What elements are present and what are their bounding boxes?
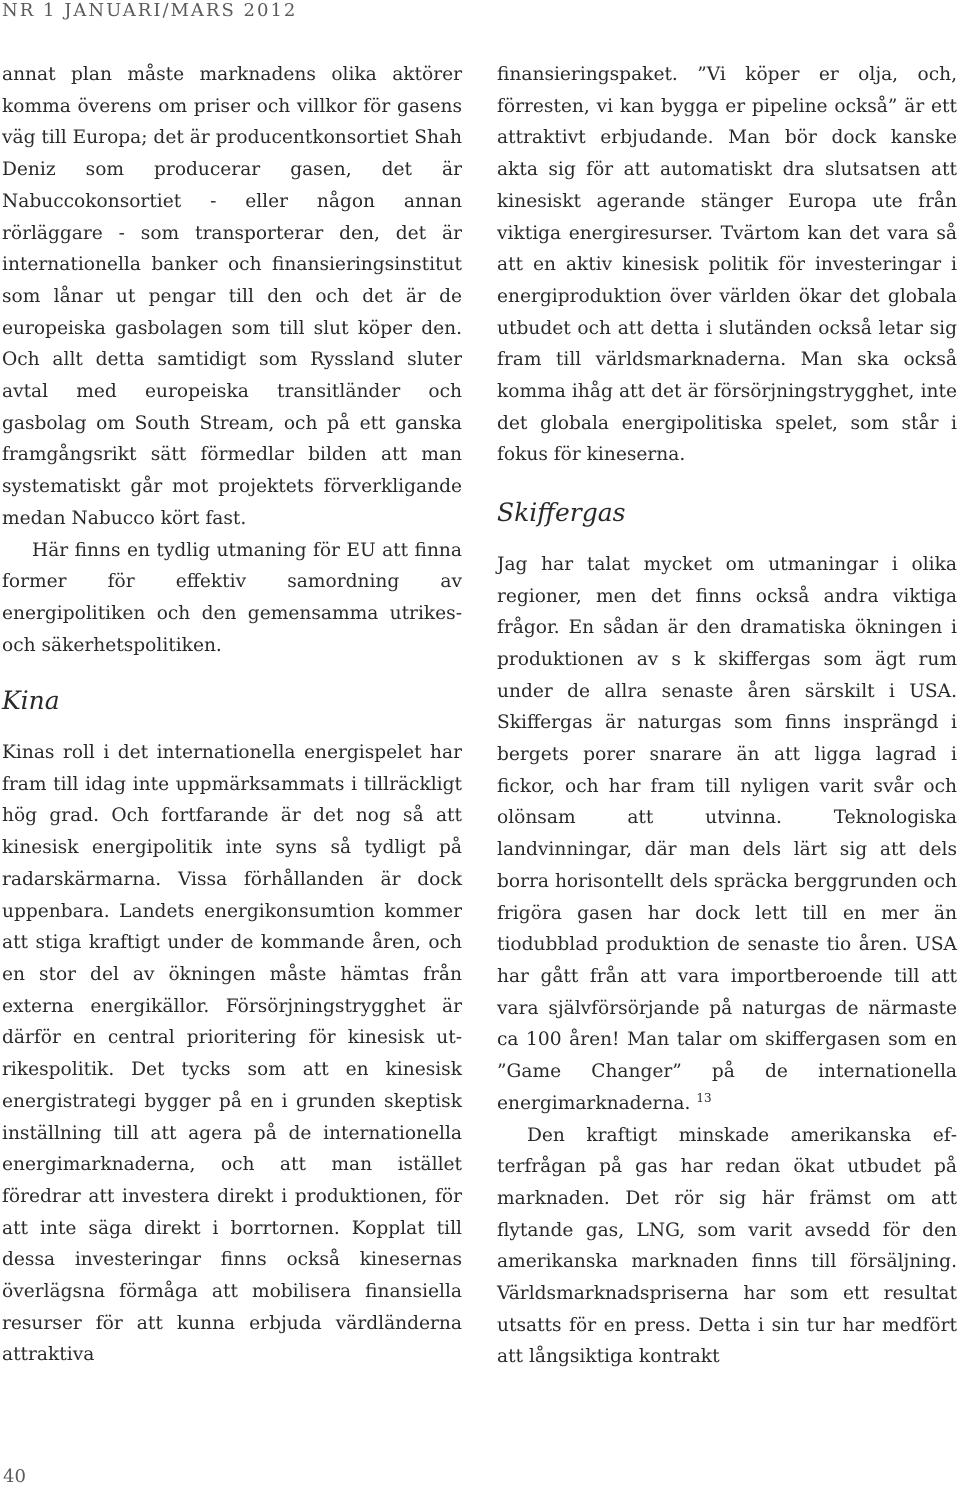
paragraph: Kinas roll i det internationella energispelet har fram till idag inte uppmärksammats i tillräckligt hög grad. Och fortfarande är det nog så att kinesisk energipolitik inte syns så tydligt på radarskärmarna. Vissa förhållanden är dock uppenbara. Landets energikonsumtion kommer att stiga kraftigt under de kommande åren, och en stor del av ökningen måste hämtas från externa energikällor. Försörjningstrygghet är därför en central prioritering för kinesisk utrikespolitik. Det tycks som att en kinesisk energistrategi bygger på en i grunden skeptisk inställning till att agera på de internationella energimarknaderna, och att man istället föredrar att investera direkt i produktionen, för att inte säga direkt i borrtornen. Kopplat till dessa investeringar finns också kinesernas överlägsna förmåga att mobilisera finansiella resurser för att kunna erbjuda värdländerna attraktiva xyxy=(2,742,462,1366)
footnote-reference[interactable]: 13 xyxy=(696,1090,712,1105)
section-heading-skiffergas: Skiffergas xyxy=(497,498,626,528)
paragraph: Den kraftigt minskade amerikanska efterfrågan på gas har redan ökat utbudet på marknaden. Det rör sig här främst om att flytande gas, LNG, som varit avsedd för den amerikanska marknaden finns till försäljning. Världsmarknadspriserna har som ett resultat utsatts för en press. Detta i sin tur har medfört att långsiktiga kontrakt xyxy=(497,1124,957,1368)
right-column xyxy=(497,59,957,1373)
paragraph: annat plan måste marknadens olika aktörer komma överens om priser och villkor för gasens väg till Europa; det är producentkonsortiet Shah Deniz som producerar gasen, det är Nabuccokonsortiet - eller någon annan rörläggare - som transporterar den, det är internationella banker och finansieringsinstitut som lånar ut pengar till den och det är de europeiska gasbolagen som till slut köper den. Och allt detta samtidigt som Ryssland sluter avtal med europeiska transitländer och gasbolag om South Stream, och på ett ganska framgångsrikt sätt förmedlar bilden att man systematiskt går mot projektets förverkligande medan Nabucco kört fast. xyxy=(2,64,462,529)
paragraph-text: Jag har talat mycket om utmaningar i olika regioner, men det finns också andra viktiga frågor. En sådan är den dramatiska ökningen i produktionen av s k skiffergas som ägt rum under de allra senaste åren särskilt i USA. Skiffergas är naturgas som finns insprängd i bergets porer snarare än att ligga lagrad i fickor, och har fram till nyligen varit svår och olönsam att utvinna. Teknologiska landvinningar, där man dels lärt sig att dels borra horisontellt dels spräcka berggrunden och frigöra gasen har dock lett till en mer än tiodubblad produktion de senaste tio åren. USA har gått från att vara importberoende till att vara självförsörjande på naturgas de närmaste ca 100 åren! Man talar om skiffergasen som en ”Game Changer” på de internationella energimarknaderna. xyxy=(497,553,957,1114)
left-column xyxy=(2,59,462,1371)
running-head: NR 1 JANUARI/MARS 2012 xyxy=(2,0,298,21)
paragraph-with-footnote xyxy=(497,549,957,1120)
paragraph: Här finns en tydlig utmaning för EU att finna former för effektiv samordning av energipolitiken och den gemensamma utrikes- och säkerhetspolitiken. xyxy=(2,539,462,656)
section-heading-kina: Kina xyxy=(2,686,60,716)
page-number: 40 xyxy=(3,1466,26,1487)
paragraph: finansieringspaket. ”Vi köper er olja, och, förresten, vi kan bygga er pipeline också” är ett attraktivt erbjudande. Man bör dock kanske akta sig för att automatiskt dra slutsatsen att kinesiskt agerande stänger Europa ute från viktiga energiresurser. Tvärtom kan det vara så att en aktiv kinesisk politik för investeringar i energiproduktion över världen ökar det globala utbudet och att detta i slutänden också letar sig fram till världsmarknaderna. Man ska också komma ihåg att det är försörjningstrygghet, inte det globala energipolitiska spelet, som står i fokus för kineserna. xyxy=(497,64,957,466)
